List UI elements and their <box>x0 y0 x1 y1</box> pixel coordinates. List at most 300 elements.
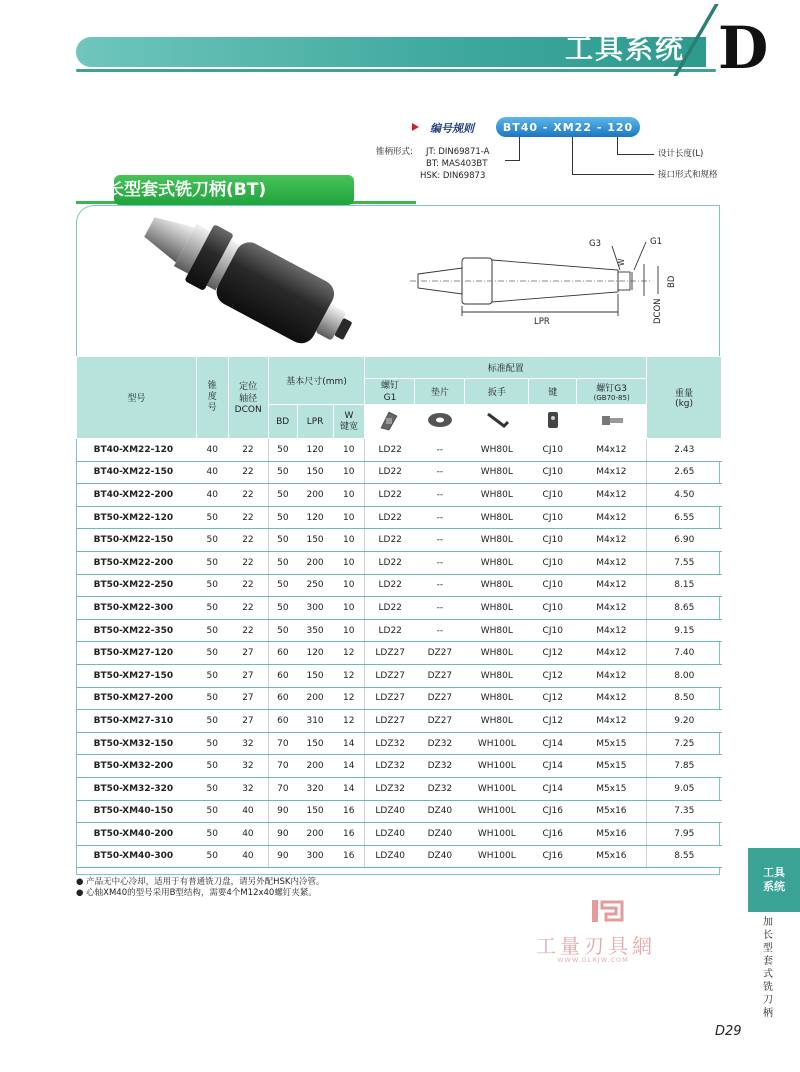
table-cell: LDZ27 <box>365 664 415 687</box>
table-cell: 10 <box>333 551 365 574</box>
cell-model: BT50-XM22-350 <box>77 619 197 642</box>
table-cell: M4x12 <box>577 619 647 642</box>
table-cell: 10 <box>333 574 365 597</box>
table-cell: M4x12 <box>577 710 647 733</box>
col-w <box>333 405 365 439</box>
label-dcon: DCON <box>653 298 663 324</box>
table-cell: M4x12 <box>577 461 647 484</box>
table-row <box>77 755 722 778</box>
table-row <box>77 439 722 462</box>
label-g3: G3 <box>589 239 601 249</box>
table-cell: 200 <box>297 687 333 710</box>
col-weight-sub: (kg) <box>675 399 694 409</box>
table-cell: 50 <box>196 777 228 800</box>
table-cell: 27 <box>228 664 268 687</box>
table-cell: CJ12 <box>529 664 577 687</box>
product-photo <box>128 212 368 352</box>
col-model: 型号 <box>77 357 197 439</box>
cell-model: BT50-XM40-150 <box>77 800 197 823</box>
watermark-url: WWW.GLRJW.COM <box>557 956 629 964</box>
table-cell: DZ40 <box>415 800 465 823</box>
spec-table-body <box>77 439 722 868</box>
cell-model: BT50-XM32-200 <box>77 755 197 778</box>
arrow-icon <box>412 123 419 131</box>
table-cell: 14 <box>333 732 365 755</box>
table-cell: 22 <box>228 439 268 462</box>
table-cell: 8.15 <box>647 574 722 597</box>
table-cell: 60 <box>268 642 297 665</box>
table-row <box>77 664 722 687</box>
washer-icon <box>415 405 465 439</box>
section-title: 加长型套式铣刀柄(BT) <box>90 180 267 200</box>
rule-connector <box>505 160 520 161</box>
table-cell: LDZ27 <box>365 710 415 733</box>
table-cell: WH100L <box>465 755 529 778</box>
table-cell: DZ27 <box>415 642 465 665</box>
table-cell: M5x16 <box>577 823 647 846</box>
table-row <box>77 845 722 868</box>
spec-table <box>76 356 722 868</box>
table-cell: LD22 <box>365 439 415 462</box>
table-cell: 10 <box>333 529 365 552</box>
table-cell: DZ40 <box>415 845 465 868</box>
cell-model: BT50-XM22-150 <box>77 529 197 552</box>
table-cell: DZ27 <box>415 664 465 687</box>
table-cell: WH80L <box>465 574 529 597</box>
table-cell: 8.00 <box>647 664 722 687</box>
table-cell: 7.55 <box>647 551 722 574</box>
col-dcon <box>228 357 268 439</box>
table-cell: 22 <box>228 551 268 574</box>
col-key: 键 <box>529 379 577 405</box>
table-cell: -- <box>415 574 465 597</box>
table-cell: M4x12 <box>577 439 647 462</box>
col-dcon-label: 定位轴径 <box>239 381 258 404</box>
table-cell: 120 <box>297 642 333 665</box>
table-cell: 50 <box>268 551 297 574</box>
table-cell: 200 <box>297 484 333 507</box>
table-cell: 4.50 <box>647 484 722 507</box>
table-cell: LDZ32 <box>365 755 415 778</box>
screw-icon <box>365 405 415 439</box>
table-cell: CJ12 <box>529 687 577 710</box>
col-screw-label: 螺钉 G1 <box>380 380 399 403</box>
col-dcon-sub: DCON <box>234 404 262 415</box>
table-cell: LDZ40 <box>365 800 415 823</box>
table-cell: M4x12 <box>577 529 647 552</box>
table-cell: 50 <box>268 461 297 484</box>
cell-model: BT40-XM22-200 <box>77 484 197 507</box>
table-cell: 50 <box>196 755 228 778</box>
table-cell: 150 <box>297 461 333 484</box>
cell-model: BT50-XM22-300 <box>77 597 197 620</box>
design-length-label: 设计长度(L) <box>658 149 704 159</box>
table-cell: 70 <box>268 755 297 778</box>
table-cell: 22 <box>228 529 268 552</box>
table-cell: 50 <box>196 800 228 823</box>
table-cell: WH80L <box>465 551 529 574</box>
table-cell: CJ10 <box>529 574 577 597</box>
cell-model: BT50-XM32-150 <box>77 732 197 755</box>
table-cell: LD22 <box>365 506 415 529</box>
table-cell: 60 <box>268 687 297 710</box>
table-cell: DZ40 <box>415 823 465 846</box>
table-cell: 70 <box>268 732 297 755</box>
screw-g3-icon <box>577 405 647 439</box>
table-cell: M4x12 <box>577 574 647 597</box>
page-number: D29 <box>715 1024 742 1039</box>
header-title: 工具系统 <box>564 32 685 65</box>
col-screw-g3 <box>577 379 647 405</box>
table-cell: 40 <box>196 484 228 507</box>
table-cell: 16 <box>333 800 365 823</box>
table-cell: 300 <box>297 597 333 620</box>
table-cell: 16 <box>333 845 365 868</box>
col-screw <box>365 379 415 405</box>
table-cell: WH80L <box>465 642 529 665</box>
table-cell: -- <box>415 484 465 507</box>
table-cell: CJ12 <box>529 710 577 733</box>
col-wrench: 扳手 <box>465 379 529 405</box>
col-screw-g3-sub: (GB70-85) <box>593 394 630 402</box>
table-cell: 50 <box>268 506 297 529</box>
technical-drawing <box>400 232 700 332</box>
cell-model: BT50-XM27-200 <box>77 687 197 710</box>
cell-model: BT50-XM27-310 <box>77 710 197 733</box>
table-cell: CJ14 <box>529 777 577 800</box>
table-cell: WH80L <box>465 687 529 710</box>
table-cell: WH100L <box>465 823 529 846</box>
code-rule-label: 编号规则 <box>430 122 474 135</box>
table-cell: 12 <box>333 642 365 665</box>
table-cell: CJ10 <box>529 597 577 620</box>
table-cell: -- <box>415 551 465 574</box>
table-cell: WH100L <box>465 800 529 823</box>
chapter-letter: D <box>718 14 769 82</box>
table-cell: 40 <box>196 461 228 484</box>
table-cell: 10 <box>333 597 365 620</box>
table-cell: 200 <box>297 551 333 574</box>
table-cell: -- <box>415 597 465 620</box>
table-cell: M4x12 <box>577 506 647 529</box>
table-cell: 22 <box>228 461 268 484</box>
cell-model: BT50-XM32-320 <box>77 777 197 800</box>
rule-connector <box>617 137 618 154</box>
table-cell: M5x15 <box>577 732 647 755</box>
table-cell: 10 <box>333 461 365 484</box>
col-basic: 基本尺寸(mm) <box>268 357 365 405</box>
table-cell: WH80L <box>465 664 529 687</box>
cell-model: BT50-XM27-120 <box>77 642 197 665</box>
table-cell: CJ10 <box>529 461 577 484</box>
label-lpr: LPR <box>534 317 550 327</box>
col-screw-g3-label: 螺钉G3 <box>596 384 627 394</box>
table-cell: CJ10 <box>529 619 577 642</box>
col-weight-label: 重量 <box>675 389 694 399</box>
table-row <box>77 506 722 529</box>
table-cell: 22 <box>228 506 268 529</box>
table-cell: 9.05 <box>647 777 722 800</box>
wrench-icon <box>465 405 529 439</box>
table-cell: 22 <box>228 597 268 620</box>
cell-model: BT50-XM22-250 <box>77 574 197 597</box>
col-taper <box>196 357 228 439</box>
table-cell: LDZ40 <box>365 823 415 846</box>
label-bd: BD <box>667 275 677 288</box>
code-rule-example: BT40 - XM22 - 120 <box>496 117 640 137</box>
table-cell: 320 <box>297 777 333 800</box>
table-cell: 50 <box>196 687 228 710</box>
table-cell: CJ16 <box>529 845 577 868</box>
table-cell: LD22 <box>365 529 415 552</box>
side-vertical-label: 加 长 型 套 式 铣 刀 柄 <box>763 917 773 1019</box>
table-cell: -- <box>415 529 465 552</box>
table-cell: 22 <box>228 619 268 642</box>
table-cell: 10 <box>333 484 365 507</box>
col-taper-label: 锥度号 <box>207 381 217 413</box>
table-cell: 60 <box>268 710 297 733</box>
cell-model: BT40-XM22-120 <box>77 439 197 462</box>
table-cell: DZ32 <box>415 732 465 755</box>
table-cell: 50 <box>196 732 228 755</box>
side-tab-title: 工具系统 <box>763 866 785 893</box>
table-cell: CJ12 <box>529 642 577 665</box>
table-cell: LD22 <box>365 597 415 620</box>
table-cell: 150 <box>297 664 333 687</box>
table-cell: LDZ27 <box>365 642 415 665</box>
table-cell: 9.20 <box>647 710 722 733</box>
table-cell: 2.65 <box>647 461 722 484</box>
table-cell: 50 <box>268 597 297 620</box>
col-bd: BD <box>268 405 297 439</box>
table-cell: 300 <box>297 845 333 868</box>
table-row <box>77 800 722 823</box>
table-row <box>77 732 722 755</box>
label-w: W <box>617 258 626 266</box>
table-cell: 32 <box>228 755 268 778</box>
table-cell: 50 <box>268 529 297 552</box>
shank-line: HSK: DIN69873 <box>420 171 486 181</box>
note-item: ● 产品无中心冷却，适用于有普通铣刀盘，请另外配HSK内冷管。 <box>76 877 325 887</box>
table-cell: LDZ32 <box>365 732 415 755</box>
table-cell: WH80L <box>465 439 529 462</box>
table-cell: M4x12 <box>577 642 647 665</box>
table-row <box>77 642 722 665</box>
table-cell: 27 <box>228 710 268 733</box>
table-cell: 50 <box>196 529 228 552</box>
table-cell: 50 <box>196 597 228 620</box>
table-cell: 32 <box>228 777 268 800</box>
table-cell: M4x12 <box>577 664 647 687</box>
table-cell: 16 <box>333 823 365 846</box>
table-cell: CJ16 <box>529 800 577 823</box>
table-cell: LD22 <box>365 461 415 484</box>
table-cell: CJ10 <box>529 551 577 574</box>
table-cell: WH100L <box>465 845 529 868</box>
cell-model: BT50-XM22-200 <box>77 551 197 574</box>
table-cell: 7.25 <box>647 732 722 755</box>
shank-line: BT: MAS403BT <box>426 159 488 169</box>
table-cell: 50 <box>196 642 228 665</box>
note-text: 心轴XM40的型号采用B型结构，需要4个M12x40螺钉夹紧。 <box>86 888 317 898</box>
label-g1: G1 <box>650 237 662 247</box>
note-item: ● 心轴XM40的型号采用B型结构，需要4个M12x40螺钉夹紧。 <box>76 888 317 898</box>
table-cell: 50 <box>196 823 228 846</box>
cell-model: BT50-XM40-200 <box>77 823 197 846</box>
table-cell: 50 <box>196 845 228 868</box>
cell-model: BT40-XM22-150 <box>77 461 197 484</box>
table-row <box>77 461 722 484</box>
table-cell: M4x12 <box>577 687 647 710</box>
table-cell: WH80L <box>465 710 529 733</box>
table-cell: CJ10 <box>529 529 577 552</box>
table-cell: 70 <box>268 777 297 800</box>
table-row <box>77 597 722 620</box>
key-icon <box>529 405 577 439</box>
table-cell: 40 <box>228 823 268 846</box>
table-cell: 40 <box>228 845 268 868</box>
table-cell: M5x16 <box>577 845 647 868</box>
table-cell: WH100L <box>465 732 529 755</box>
table-cell: LD22 <box>365 484 415 507</box>
table-cell: 40 <box>196 439 228 462</box>
table-cell: M5x15 <box>577 755 647 778</box>
table-cell: LDZ40 <box>365 845 415 868</box>
table-cell: 12 <box>333 664 365 687</box>
table-cell: 50 <box>196 664 228 687</box>
table-cell: 22 <box>228 484 268 507</box>
table-cell: 10 <box>333 439 365 462</box>
table-row <box>77 484 722 507</box>
table-cell: LDZ27 <box>365 687 415 710</box>
table-cell: 8.55 <box>647 845 722 868</box>
table-cell: 27 <box>228 687 268 710</box>
notes <box>76 877 325 899</box>
table-cell: CJ14 <box>529 755 577 778</box>
table-cell: 60 <box>268 664 297 687</box>
shank-line: JT: DIN69871-A <box>426 147 490 157</box>
table-cell: 7.35 <box>647 800 722 823</box>
table-cell: CJ10 <box>529 439 577 462</box>
table-cell: 350 <box>297 619 333 642</box>
watermark-text: 工量刃具網 <box>536 934 656 958</box>
table-cell: 50 <box>196 619 228 642</box>
table-cell: 8.50 <box>647 687 722 710</box>
col-lpr: LPR <box>297 405 333 439</box>
table-cell: LDZ32 <box>365 777 415 800</box>
table-cell: 9.15 <box>647 619 722 642</box>
table-row <box>77 710 722 733</box>
table-cell: 90 <box>268 823 297 846</box>
table-cell: CJ10 <box>529 484 577 507</box>
col-washer: 垫片 <box>415 379 465 405</box>
table-cell: 120 <box>297 439 333 462</box>
table-cell: 10 <box>333 506 365 529</box>
table-cell: 8.65 <box>647 597 722 620</box>
table-cell: 12 <box>333 710 365 733</box>
table-cell: 27 <box>228 642 268 665</box>
table-cell: WH100L <box>465 777 529 800</box>
table-cell: 90 <box>268 845 297 868</box>
table-cell: WH80L <box>465 484 529 507</box>
table-cell: -- <box>415 506 465 529</box>
table-cell: 50 <box>196 574 228 597</box>
table-cell: 250 <box>297 574 333 597</box>
table-cell: 310 <box>297 710 333 733</box>
table-cell: M5x15 <box>577 777 647 800</box>
table-cell: 120 <box>297 506 333 529</box>
table-cell: WH80L <box>465 597 529 620</box>
table-cell: 200 <box>297 823 333 846</box>
cell-model: BT50-XM22-120 <box>77 506 197 529</box>
rule-connector <box>572 174 654 175</box>
cell-model: BT50-XM27-150 <box>77 664 197 687</box>
table-cell: -- <box>415 439 465 462</box>
table-cell: DZ32 <box>415 755 465 778</box>
rule-connector <box>572 137 573 174</box>
table-cell: LD22 <box>365 574 415 597</box>
table-cell: 40 <box>228 800 268 823</box>
table-cell: 200 <box>297 755 333 778</box>
table-cell: 50 <box>196 506 228 529</box>
table-row <box>77 529 722 552</box>
cell-model: BT50-XM40-300 <box>77 845 197 868</box>
table-row <box>77 619 722 642</box>
table-cell: M4x12 <box>577 597 647 620</box>
table-cell: 14 <box>333 777 365 800</box>
table-cell: LD22 <box>365 619 415 642</box>
table-cell: -- <box>415 461 465 484</box>
table-cell: LD22 <box>365 551 415 574</box>
table-cell: WH80L <box>465 461 529 484</box>
table-cell: CJ16 <box>529 823 577 846</box>
table-cell: 50 <box>268 439 297 462</box>
table-cell: 7.40 <box>647 642 722 665</box>
table-cell: M4x12 <box>577 484 647 507</box>
table-cell: 22 <box>228 574 268 597</box>
table-cell: 7.95 <box>647 823 722 846</box>
watermark-logo-icon <box>588 896 628 926</box>
table-cell: 12 <box>333 687 365 710</box>
rule-connector <box>519 137 520 160</box>
table-cell: WH80L <box>465 619 529 642</box>
table-cell: DZ27 <box>415 710 465 733</box>
table-cell: M4x12 <box>577 551 647 574</box>
table-row <box>77 687 722 710</box>
note-text: 产品无中心冷却，适用于有普通铣刀盘，请另外配HSK内冷管。 <box>86 877 325 887</box>
table-cell: DZ27 <box>415 687 465 710</box>
col-standard: 标准配置 <box>365 357 647 379</box>
rule-connector <box>617 154 654 155</box>
table-cell: 50 <box>196 551 228 574</box>
table-cell: -- <box>415 619 465 642</box>
table-cell: 150 <box>297 732 333 755</box>
table-row <box>77 823 722 846</box>
table-cell: 150 <box>297 529 333 552</box>
table-cell: 6.55 <box>647 506 722 529</box>
col-weight <box>647 357 722 439</box>
table-cell: 50 <box>268 574 297 597</box>
interface-label: 接口形式和规格 <box>658 170 718 180</box>
table-row <box>77 574 722 597</box>
table-cell: 150 <box>297 800 333 823</box>
table-cell: DZ32 <box>415 777 465 800</box>
col-w-label: W 键宽 <box>339 410 358 432</box>
table-cell: 32 <box>228 732 268 755</box>
table-cell: 2.43 <box>647 439 722 462</box>
table-cell: 10 <box>333 619 365 642</box>
table-cell: 50 <box>268 484 297 507</box>
